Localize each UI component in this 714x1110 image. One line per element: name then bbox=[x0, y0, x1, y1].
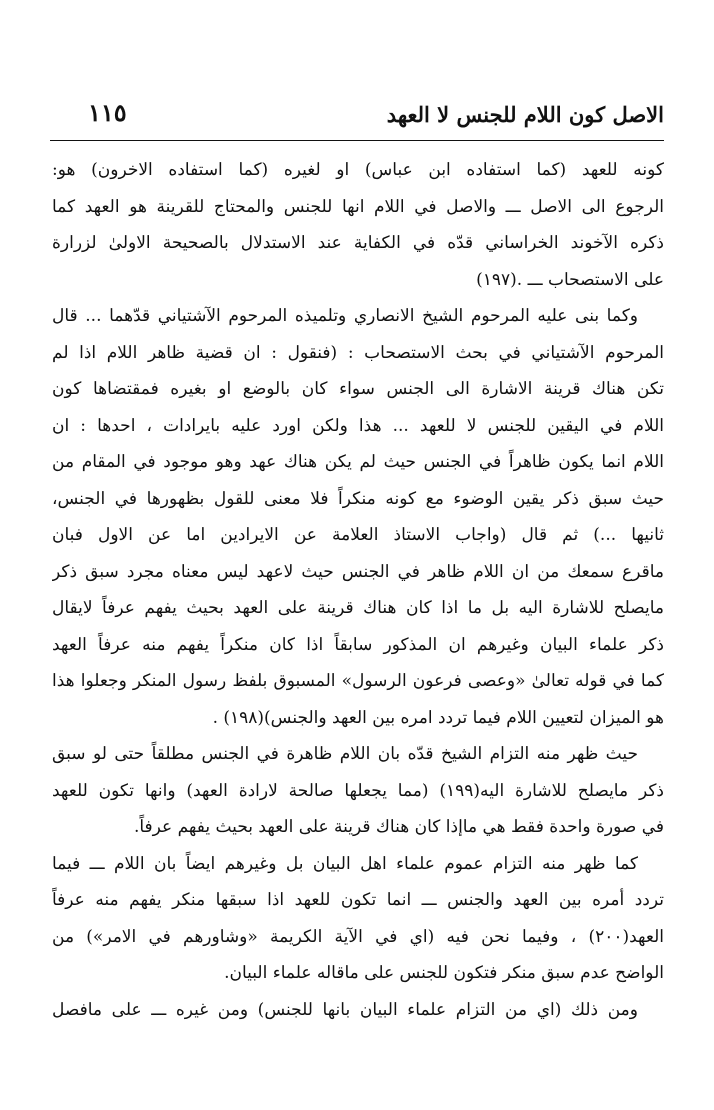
paragraph bbox=[52, 992, 664, 1029]
text-line: المرحوم الآشتياني في بحث الاستصحاب : (فنقول : ان قضية ظاهر اللام اذا لم bbox=[52, 342, 664, 363]
text-line: وكما بنى عليه المرحوم الشيخ الانصاري وتلميذه المرحوم الآشتياني قدّهما ... قال bbox=[52, 306, 638, 326]
paragraph bbox=[52, 846, 664, 992]
page-header bbox=[88, 96, 664, 136]
text-line: كما ظهر منه التزام عموم علماء اهل البيان بل وغيرهم ايضاً بان اللام ـــ فيما bbox=[52, 853, 638, 874]
text-line: ذكر علماء البيان وغيرهم ان المذكور سابقاً اذا كان منكراً يفهم منه عرفاً العهد bbox=[52, 634, 664, 655]
text-line: كونه للعهد (كما استفاده ابن عباس) او لغيره (كما استفاده الاخرون) هو: bbox=[52, 160, 664, 180]
text-line: حيث ظهر منه التزام الشيخ قدّه بان اللام ظاهرة في الجنس مطلقاً حتى لو سبق bbox=[52, 744, 638, 764]
text-line: ذكره الآخوند الخراساني قدّه في الكفاية عند الاستدلال بالصحيحة الاولىٰ لزرارة bbox=[52, 233, 664, 253]
text-line: كما في قوله تعالىٰ «وعصى فرعون الرسول» المسبوق بلفظ رسول المنكر وجعلوا هذا bbox=[52, 671, 664, 691]
text-line: مايصلح للاشارة اليه بل ما اذا كان هناك قرينة على العهد بحيث يفهم عرفاً لايقال bbox=[52, 598, 664, 618]
text-line: هو الميزان لتعيين اللام فيما تردد امره بين العهد والجنس)(١٩٨) . bbox=[212, 707, 664, 728]
paragraph bbox=[52, 152, 664, 298]
running-title: الاصل كون اللام للجنس لا العهد bbox=[386, 102, 664, 127]
text-line: على الاستصحاب ـــ .(١٩٧) bbox=[476, 269, 664, 290]
text-line: ثانيها ...) ثم قال (واجاب الاستاذ العلامة عن الايرادين اما عن الاول فبان bbox=[52, 525, 664, 545]
text-line: اللام انما يكون ظاهراً في الجنس حيث لم يكن هناك عهد وهو موجود في المقام من bbox=[52, 452, 664, 472]
text-line: ماقرع سمعك من ان اللام ظاهر في الجنس حيث لاعهد ليس معناه مجرد سبق ذكر bbox=[52, 561, 664, 582]
text-line: تردد أمره بين العهد والجنس ـــ انما تكون للعهد اذا سبقها منكر يفهم منه عرفاً bbox=[52, 890, 664, 910]
paragraph bbox=[52, 298, 664, 736]
text-line: تكن هناك قرينة الاشارة الى الجنس سواء كان بالوضع او بغيره فمقتضاها كون bbox=[52, 379, 664, 399]
body-text bbox=[52, 152, 664, 1028]
text-line: العهد(٢٠٠) ، وفيما نحن فيه (اي في الآية الكريمة «وشاورهم في الامر») من bbox=[52, 926, 664, 947]
text-line: اللام في اليقين للجنس لا للعهد ... هذا ولكن اورد عليه بايرادات ، احدها : ان bbox=[52, 415, 664, 436]
text-line: في صورة واحدة فقط هي ماإذا كان هناك قرينة على العهد بحيث يفهم عرفاً. bbox=[133, 817, 664, 837]
text-line: ذكر مايصلح للاشارة اليه(١٩٩) (مما يجعلها صالحة لارادة العهد) وانها تكون للعهد bbox=[52, 780, 664, 801]
page-number: ١١٥ bbox=[88, 98, 127, 127]
text-line: ومن ذلك (اي من التزام علماء البيان بانها للجنس) ومن غيره ـــ على مافصل bbox=[52, 999, 638, 1020]
text-line: حيث سبق ذكر يقين الوضوء مع كونه منكراً فلا معنى للقول بظهورها في الجنس، bbox=[52, 488, 664, 509]
text-line: الواضح عدم سبق منكر فتكون للجنس على ماقاله علماء البيان. bbox=[224, 963, 664, 983]
paragraph bbox=[52, 736, 664, 846]
text-line: الرجوع الى الاصل ـــ والاصل في اللام انها للجنس والمحتاج للقرينة هو العهد كما bbox=[52, 196, 664, 217]
header-rule bbox=[50, 140, 664, 141]
